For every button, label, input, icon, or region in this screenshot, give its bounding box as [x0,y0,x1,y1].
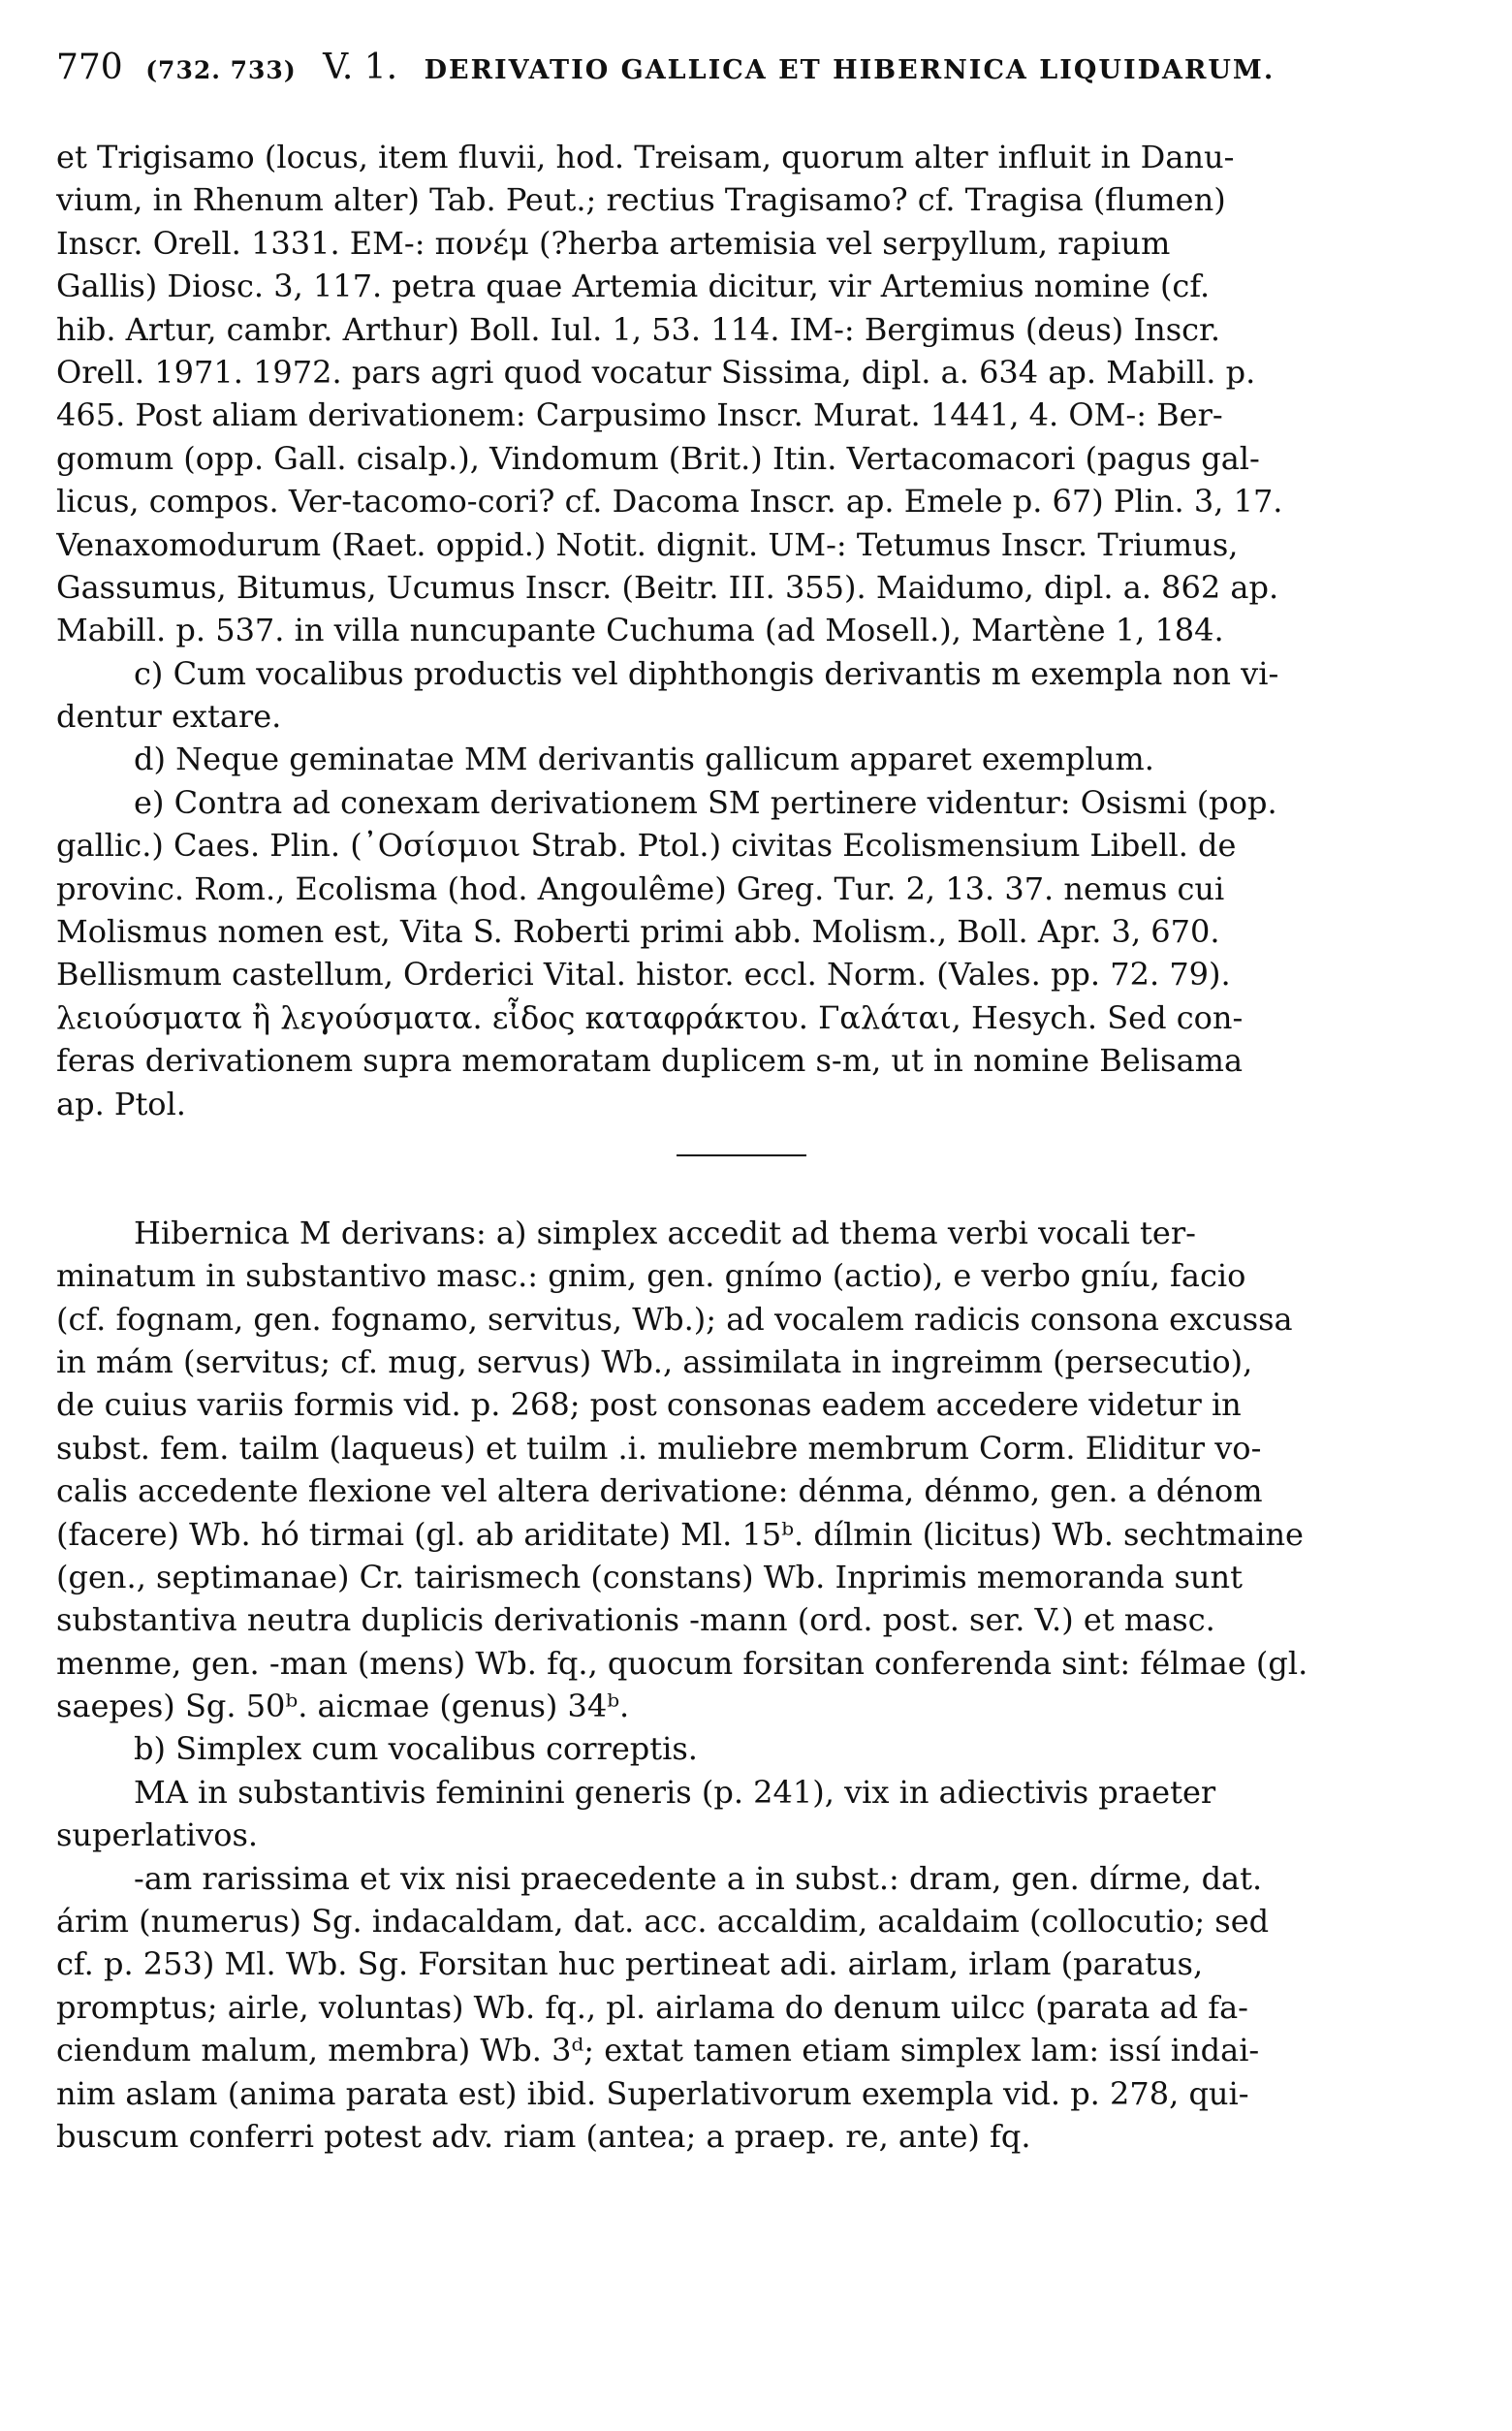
text-line: substantiva neutra duplicis derivationis -mann (ord. post. ser. V.) et masc. [56,1601,1215,1639]
paragraph-am [56,1857,1510,2159]
text-line: -am rarissima et vix nisi praecedente a in subst.: dram, gen. dírme, dat. [134,1859,1263,1897]
text-line: de cuius variis formis vid. p. 268; post consonas eadem accedere videtur in [56,1386,1242,1424]
paragraph-ma [56,1771,1510,1857]
text-line: menme, gen. -man (mens) Wb. fq., quocum forsitan conferenda sint: félmae (gl. [56,1644,1308,1682]
text-line: e) Contra ad conexam derivationem SM pertinere videntur: Osismi (pop. [134,783,1277,821]
text-line: superlativos. [56,1816,259,1854]
text-line: c) Cum vocalibus productis vel diphthongis derivantis m exempla non vi- [134,654,1279,692]
text-line: Orell. 1971. 1972. pars agri quod vocatur Sissima, dipl. a. 634 ap. Mabill. p. [56,353,1256,391]
text-line: (cf. fognam, gen. fognamo, servitus, Wb.); ad vocalem radicis consona excussa [56,1300,1293,1338]
text-line: minatum in substantivo masc.: gnim, gen. gnímo (actio), e verbo gníu, facio [56,1257,1246,1295]
section-separator [56,1125,1510,1168]
paragraph-b [56,1727,1510,1770]
page-number: 770 [56,47,123,87]
text-line: promptus; airle, voluntas) Wb. fq., pl. airlama do denum uilcc (parata ad fa- [56,1988,1248,2026]
text-line: árim (numerus) Sg. indacaldam, dat. acc. accaldim, acaldaim (collocutio; sed [56,1903,1270,1941]
text-line: (gen., septimanae) Cr. tairismech (constans) Wb. Inprimis memoranda sunt [56,1558,1243,1595]
text-line: Venaxomodurum (Raet. oppid.) Notit. dignit. UM-: Tetumus Inscr. Triumus, [56,525,1239,563]
text-line: Hibernica M derivans: a) simplex accedit ad thema verbi vocali ter- [134,1214,1196,1251]
text-line: dentur extare. [56,698,282,736]
text-line: MA in substantivis feminini generis (p. 241), vix in adiectivis praeter [134,1773,1216,1811]
text-line: et Trigisamo (locus, item fluvii, hod. Treisam, quorum alter influit in Danu- [56,139,1235,175]
text-line: λειούσματα ἢ λεγούσματα. εἶδος καταφράκτου. Γαλάται, Hesych. Sed con- [56,998,1244,1036]
text-line: ap. Ptol. [56,1085,186,1122]
paragraph-d [56,738,1510,780]
paragraph-c [56,652,1510,739]
section-number: V. 1. [323,47,398,87]
running-header [56,48,1452,90]
text-line: Inscr. Orell. 1331. EM-: πονέμ (?herba artemisia vel serpyllum, rapium [56,224,1171,262]
text-line: vium, in Rhenum alter) Tab. Peut.; rectius Tragisamo? cf. Tragisa (flumen) [56,181,1226,219]
text-line: ciendum malum, membra) Wb. 3ᵈ; extat tamen etiam simplex lam: issí indai- [56,2032,1260,2069]
text-line: gallic.) Caes. Plin. (᾽Οσίσμιοι Strab. Ptol.) civitas Ecolismensium Libell. de [56,827,1237,865]
text-line: d) Neque geminatae MM derivantis gallicum apparet exemplum. [134,741,1154,778]
text-line: (facere) Wb. hó tirmai (gl. ab ariditate) Ml. 15ᵇ. dílmin (licitus) Wb. sechtmaine [56,1515,1304,1553]
running-title: DERIVATIO GALLICA ET HIBERNICA LIQUIDARUM. [424,55,1276,85]
text-line: Molismus nomen est, Vita S. Roberti primi abb. Molism., Boll. Apr. 3, 670. [56,913,1220,951]
paragraph-e [56,781,1510,1125]
separator-rule [677,1154,806,1156]
text-line: nim aslam (anima parata est) ibid. Superlativorum exempla vid. p. 278, qui- [56,2074,1249,2112]
text-line: 465. Post aliam derivationem: Carpusimo Inscr. Murat. 1441, 4. OM-: Ber- [56,396,1223,434]
text-line: feras derivationem supra memoratam duplicem s-m, ut in nomine Belisama [56,1042,1244,1080]
text-line: licus, compos. Ver-tacomo-cori? cf. Dacoma Inscr. ap. Emele p. 67) Plin. 3, 17. [56,483,1283,521]
text-line: Bellismum castellum, Orderici Vital. histor. eccl. Norm. (Vales. pp. 72. 79). [56,956,1231,994]
text-body [56,136,1510,2158]
page-refs: (732. 733) [145,56,297,84]
text-line: provinc. Rom., Ecolisma (hod. Angoulême) Greg. Tur. 2, 13. 37. nemus cui [56,869,1225,907]
paragraph-hibernica [56,1212,1510,1728]
paragraph-derivatio-m [56,136,1510,652]
text-line: Gassumus, Bitumus, Ucumus Inscr. (Beitr. III. 355). Maidumo, dipl. a. 862 ap. [56,568,1279,606]
text-line: calis accedente flexione vel altera derivatione: dénma, dénmo, gen. a dénom [56,1472,1263,1510]
text-line: buscum conferri potest adv. riam (antea; a praep. re, ante) fq. [56,2117,1031,2155]
text-line: cf. p. 253) Ml. Wb. Sg. Forsitan huc pertineat adi. airlam, irlam (paratus, [56,1945,1204,1983]
text-line: gomum (opp. Gall. cisalp.), Vindomum (Brit.) Itin. Vertacomacori (pagus gal- [56,439,1260,477]
text-line: Gallis) Diosc. 3, 117. petra quae Artemia dicitur, vir Artemius nomine (cf. [56,268,1211,305]
text-line: hib. Artur, cambr. Arthur) Boll. Iul. 1, 53. 114. IM-: Bergimus (deus) Inscr. [56,310,1220,348]
text-line: Mabill. p. 537. in villa nuncupante Cuchuma (ad Mosell.), Martène 1, 184. [56,612,1224,649]
text-line: b) Simplex cum vocalibus correptis. [134,1730,698,1768]
spacer [56,1168,1510,1211]
text-line: in mám (servitus; cf. mug, servus) Wb., assimilata in ingreimm (persecutio), [56,1342,1253,1380]
text-line: saepes) Sg. 50ᵇ. aicmae (genus) 34ᵇ. [56,1688,630,1725]
text-line: subst. fem. tailm (laqueus) et tuilm .i. muliebre membrum Corm. Eliditur vo- [56,1429,1262,1467]
